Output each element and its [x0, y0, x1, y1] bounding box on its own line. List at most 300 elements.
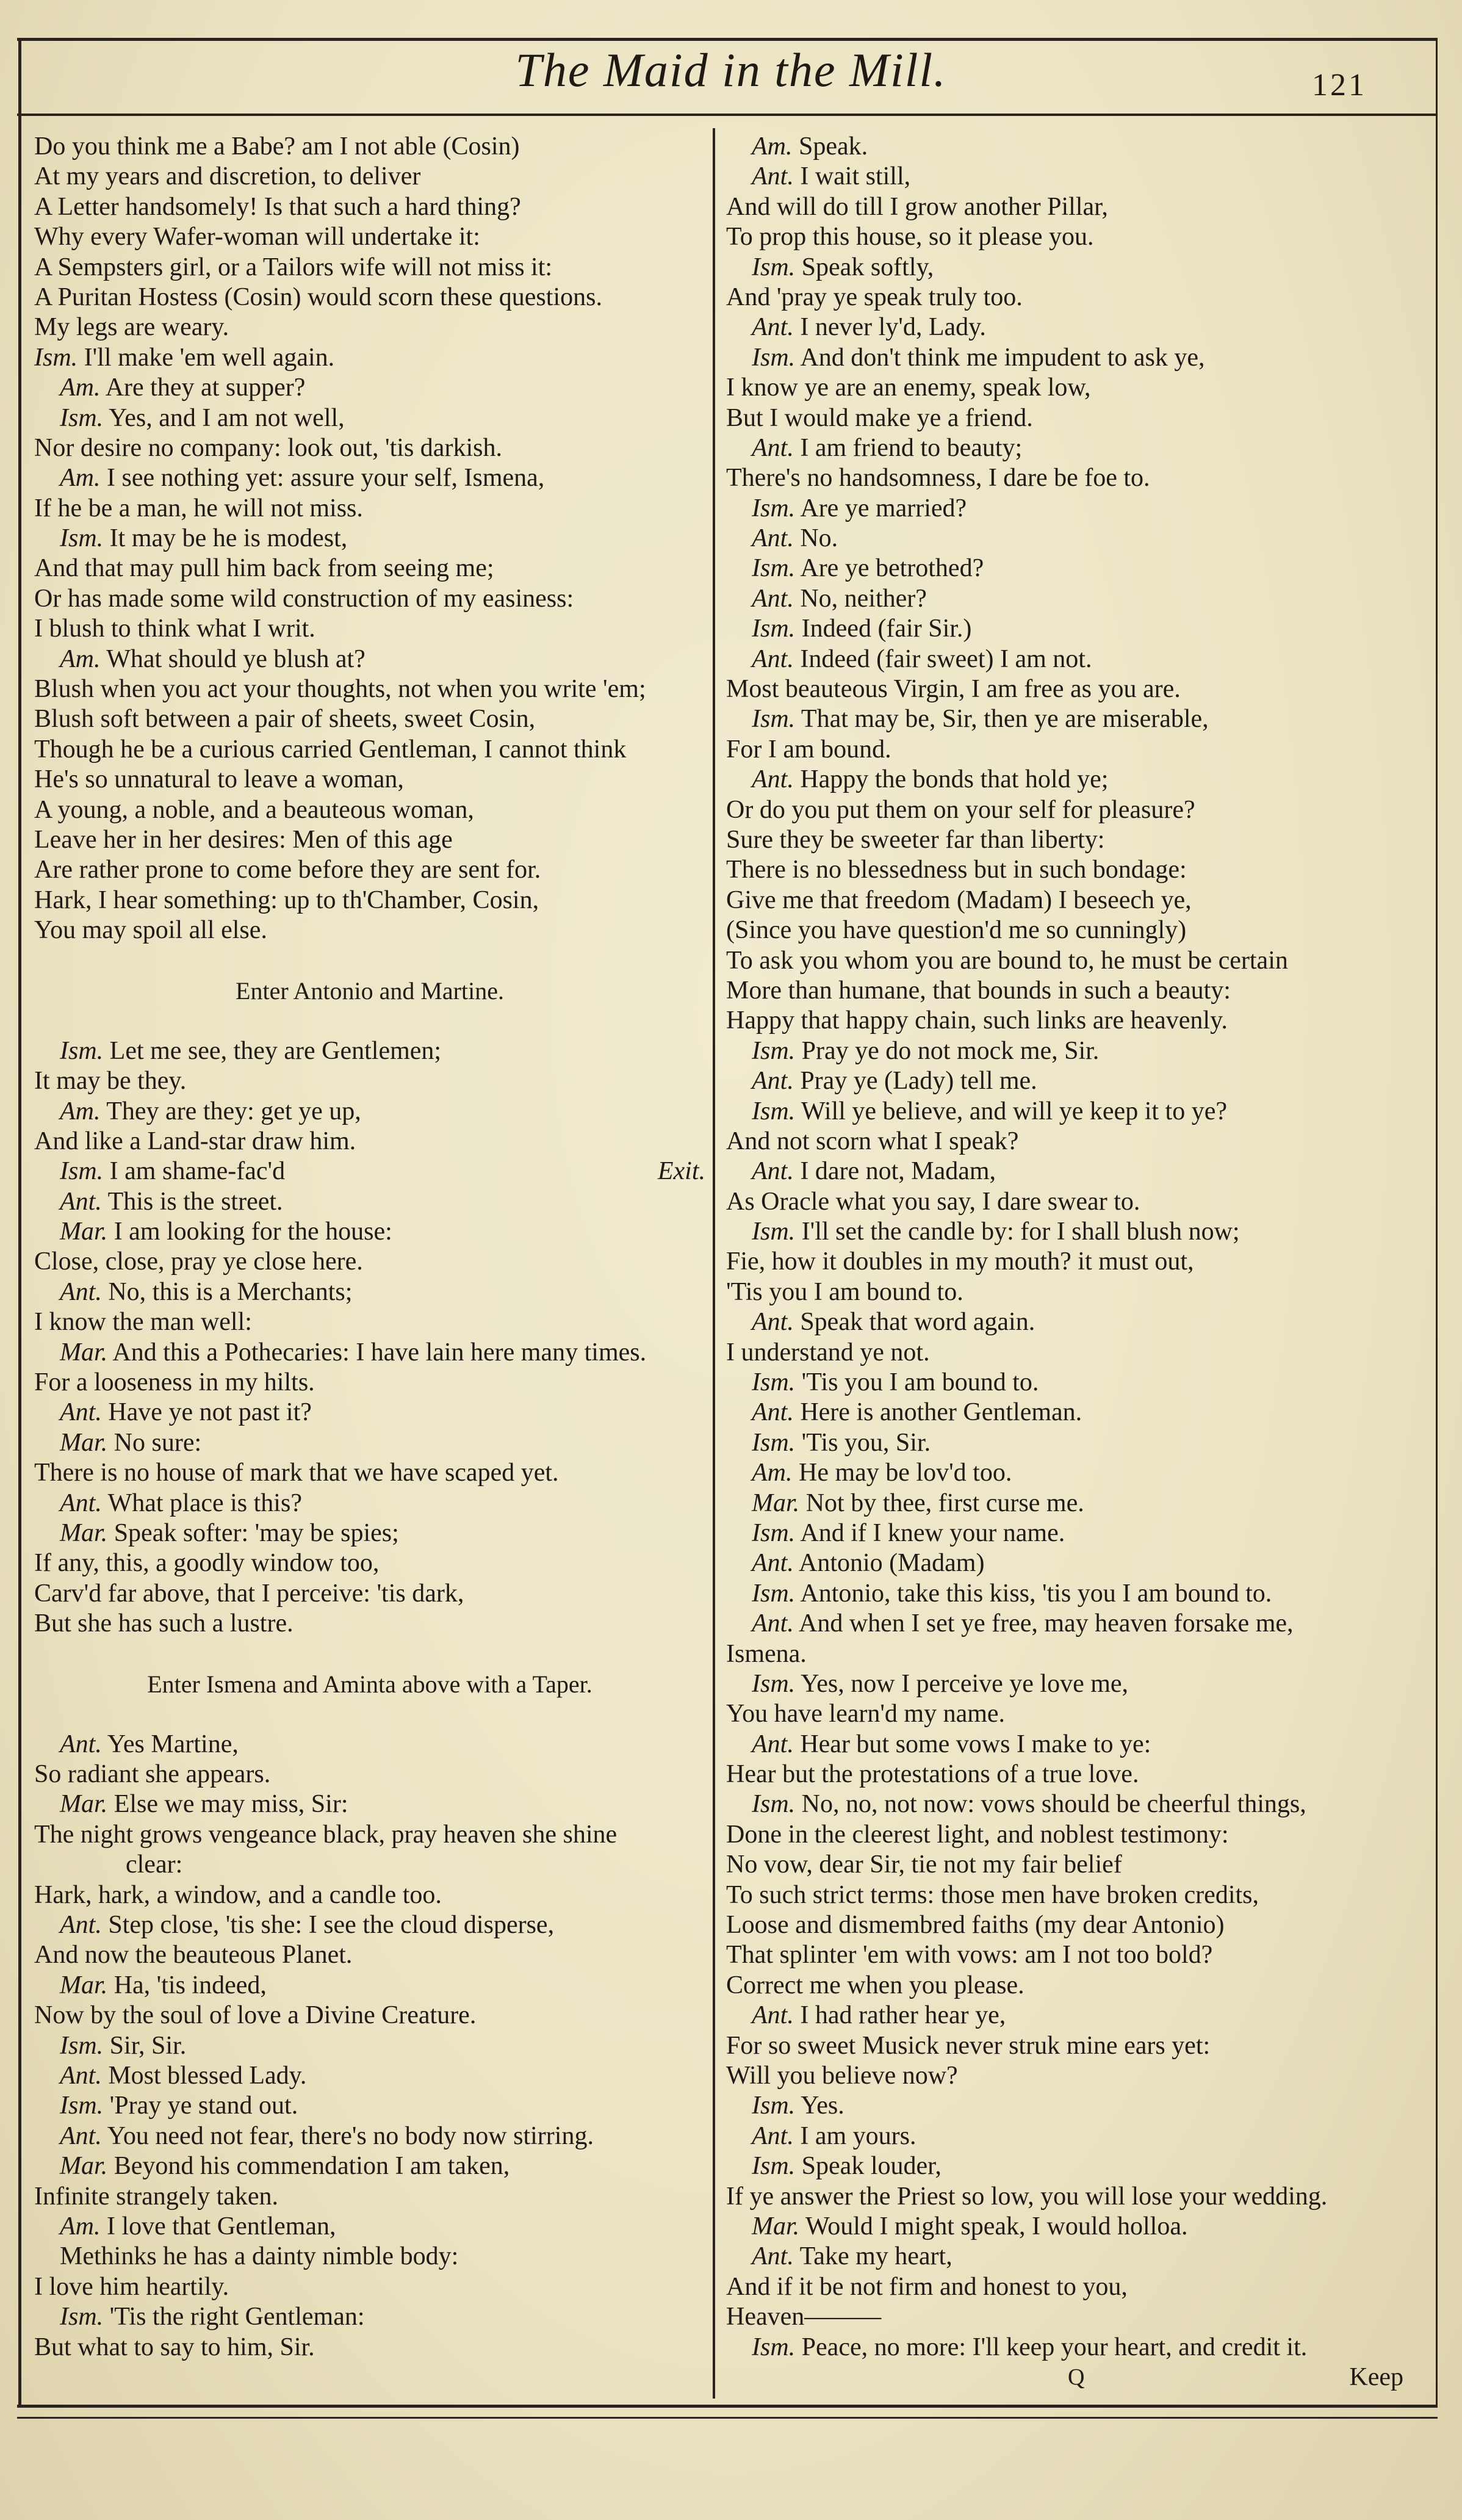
line-text: Correct me when you please.: [726, 1971, 1024, 1999]
line-text: Now by the soul of love a Divine Creature.: [34, 2001, 477, 2030]
speaker-name: Am.: [60, 464, 101, 493]
line-text: I'll make 'em well again.: [84, 343, 335, 372]
line-text: Do you think me a Babe? am I not able (Cosin): [34, 132, 520, 161]
verse-line: [34, 1277, 705, 1307]
speaker-name: Ant.: [60, 1489, 102, 1517]
line-text: Are ye betrothed?: [800, 554, 984, 583]
verse-line: [34, 312, 705, 342]
verse-line: [34, 1097, 705, 1127]
line-text: 'Tis you, Sir.: [801, 1428, 931, 1457]
line-text: If any, this, a goodly window too,: [34, 1549, 380, 1578]
line-text: That splinter 'em with vows: am I not too bold?: [726, 1941, 1213, 1969]
line-text: I had rather hear ye,: [800, 2001, 1006, 2030]
line-text: I never ly'd, Lady.: [800, 313, 986, 342]
line-text: Or has made some wild construction of my easiness:: [34, 584, 574, 613]
speaker-name: Ism.: [752, 253, 796, 281]
speaker-name: Am.: [60, 374, 101, 402]
line-text: A Letter handsomely! Is that such a hard thing?: [34, 192, 521, 221]
line-text: That may be, Sir, then ye are miserable,: [801, 705, 1209, 734]
speaker-name: Ism.: [752, 1218, 796, 1246]
line-text: Peace, no more: I'll keep your heart, and credit it.: [801, 2333, 1308, 2361]
speaker-name: Ism.: [752, 1036, 796, 1065]
verse-line: [726, 915, 1403, 945]
verse-line: [34, 373, 705, 403]
line-text: 'Tis the right Gentleman:: [109, 2303, 365, 2331]
speaker-name: Ant.: [752, 2001, 794, 2030]
verse-line: [34, 2242, 705, 2272]
line-text: My legs are weary.: [34, 313, 229, 342]
verse-line: [34, 704, 705, 734]
line-text: Are they at supper?: [105, 374, 306, 402]
line-text: Are ye married?: [800, 494, 967, 522]
speaker-name: Ant.: [752, 524, 794, 553]
top-border-rule: [17, 38, 1438, 41]
verse-line: [726, 1699, 1403, 1729]
line-text: Pray ye do not mock me, Sir.: [801, 1036, 1100, 1065]
line-text: The night grows vengeance black, pray heaven she shine: [34, 1820, 618, 1849]
verse-line: [726, 1910, 1403, 1940]
speaker-name: Ism.: [752, 1368, 796, 1397]
header-rule: [17, 114, 1438, 116]
line-text: But I would make ye a friend.: [726, 403, 1033, 432]
speaker-name: Ant.: [60, 2062, 102, 2090]
verse-line: [34, 795, 705, 825]
verse-line: [34, 886, 705, 915]
verse-line: [726, 1097, 1403, 1127]
line-text: You have learn'd my name.: [726, 1700, 1006, 1728]
verse-line: [34, 1307, 705, 1337]
verse-line: [726, 1609, 1403, 1639]
verse-line: [34, 674, 705, 704]
line-text: It may be he is modest,: [109, 524, 348, 553]
line-text: Though he be a curious carried Gentleman, I cannot think: [34, 735, 627, 764]
verse-line: [34, 343, 705, 373]
line-text: 'Tis you I am bound to.: [726, 1277, 963, 1306]
line-text: Hark, hark, a window, and a candle too.: [34, 1880, 442, 1909]
line-text: Happy the bonds that hold ye;: [800, 765, 1109, 794]
speaker-name: Mar.: [60, 1790, 108, 1819]
speaker-name: Am.: [60, 2212, 101, 2240]
verse-line: [34, 644, 705, 674]
line-text: A Puritan Hostess (Cosin) would scorn these questions.: [34, 283, 602, 311]
line-text: Methinks he has a dainty nimble body:: [60, 2242, 459, 2271]
verse-line: [34, 253, 705, 283]
speaker-name: Mar.: [752, 1489, 800, 1517]
line-text: Sir, Sir.: [109, 2031, 187, 2060]
left-column: [34, 132, 705, 2363]
line-text: So radiant she appears.: [34, 1760, 271, 1789]
verse-line: [34, 1971, 705, 2001]
speaker-name: Ism.: [752, 615, 796, 643]
verse-line: [34, 2182, 705, 2212]
verse-line: [34, 1368, 705, 1398]
verse-line: [34, 222, 705, 252]
verse-line: [726, 1489, 1403, 1518]
verse-line: [726, 1518, 1403, 1548]
verse-line: [726, 614, 1403, 644]
verse-line: [726, 2182, 1403, 2212]
line-text: 'Tis you I am bound to.: [801, 1368, 1039, 1397]
line-text: What should ye blush at?: [106, 644, 366, 673]
verse-line: [726, 2302, 1403, 2332]
line-text: Speak.: [799, 132, 868, 161]
speaker-name: Ism.: [752, 343, 796, 372]
verse-line: [34, 614, 705, 644]
line-text: Have ye not past it?: [108, 1398, 312, 1427]
verse-line: [34, 2061, 705, 2091]
speaker-name: Ism.: [752, 1669, 796, 1698]
line-text: There is no blessedness but in such bondage:: [726, 856, 1187, 884]
verse-line: [726, 795, 1403, 825]
line-text: I'll set the candle by: for I shall blush now;: [801, 1218, 1240, 1246]
verse-line: [726, 584, 1403, 614]
right-border-rule: [1436, 38, 1438, 2407]
verse-line: [726, 1579, 1403, 1609]
line-text: To such strict terms: those men have broken credits,: [726, 1880, 1259, 1909]
verse-line: [34, 1458, 705, 1488]
speaker-name: Ant.: [752, 2121, 794, 2150]
speaker-name: Ant.: [752, 313, 794, 342]
blank-line: [34, 1006, 705, 1036]
verse-line: [726, 1760, 1403, 1789]
line-text: For I am bound.: [726, 735, 891, 764]
line-text: Let me see, they are Gentlemen;: [109, 1036, 442, 1065]
verse-line: [726, 1277, 1403, 1307]
verse-line: [726, 253, 1403, 283]
line-text: Close, close, pray ye close here.: [34, 1247, 363, 1276]
line-text: Most blessed Lady.: [108, 2062, 307, 2090]
speaker-name: Ant.: [752, 765, 794, 794]
line-text: Will ye believe, and will ye keep it to ye?: [801, 1097, 1227, 1125]
verse-line: [726, 1187, 1403, 1217]
verse-line: [34, 2212, 705, 2242]
line-text: Yes Martine,: [107, 1730, 239, 1758]
line-text: I am friend to beauty;: [800, 433, 1023, 462]
line-text: Nor desire no company: look out, 'tis darkish.: [34, 433, 502, 462]
speaker-name: Ism.: [60, 524, 104, 553]
verse-line: [726, 1247, 1403, 1277]
speaker-name: Ant.: [752, 1157, 794, 1186]
speaker-name: Ism.: [34, 343, 78, 372]
speaker-name: Ant.: [752, 1308, 794, 1337]
verse-line: [726, 1066, 1403, 1096]
line-text: I am yours.: [800, 2121, 916, 2150]
line-text: And 'pray ye speak truly too.: [726, 283, 1023, 311]
line-text: Speak that word again.: [800, 1308, 1035, 1337]
line-text: Beyond his commendation I am taken,: [113, 2152, 510, 2181]
line-text: If he be a man, he will not miss.: [34, 494, 363, 522]
line-text: Speak louder,: [801, 2152, 942, 2181]
verse-line: [726, 735, 1403, 765]
line-text: And if it be not firm and honest to you,: [726, 2272, 1128, 2301]
line-text: I dare not, Madam,: [800, 1157, 996, 1186]
speaker-name: Mar.: [60, 1338, 108, 1367]
speaker-name: Ism.: [60, 1157, 104, 1186]
speaker-name: Ant.: [752, 433, 794, 462]
verse-line: [726, 1789, 1403, 1819]
verse-line: [34, 735, 705, 765]
verse-line: [726, 1880, 1403, 1910]
verse-line: [726, 704, 1403, 734]
verse-line: [726, 1217, 1403, 1247]
speaker-name: Ant.: [60, 2121, 102, 2150]
verse-line: [726, 343, 1403, 373]
verse-line: [34, 1579, 705, 1609]
verse-line: [726, 1548, 1403, 1578]
line-text: I love that Gentleman,: [107, 2212, 336, 2240]
verse-line: [34, 524, 705, 554]
line-text: I am looking for the house:: [113, 1218, 392, 1246]
verse-line: [726, 886, 1403, 915]
verse-line: [726, 1398, 1403, 1428]
verse-line: [726, 2242, 1403, 2272]
speaker-name: Ism.: [752, 1579, 796, 1608]
line-text: There is no house of mark that we have scaped yet.: [34, 1459, 559, 1487]
line-text: For so sweet Musick never struk mine ears yet:: [726, 2031, 1211, 2060]
line-text: He may be lov'd too.: [799, 1459, 1012, 1487]
verse-line: [34, 2121, 705, 2151]
line-text: Give me that freedom (Madam) I beseech ye,: [726, 886, 1192, 914]
line-text: I love him heartily.: [34, 2272, 229, 2301]
verse-line: [726, 976, 1403, 1006]
line-text: And will do till I grow another Pillar,: [726, 192, 1108, 221]
verse-line: [34, 494, 705, 524]
verse-line: [726, 765, 1403, 795]
verse-line: [34, 1157, 705, 1186]
speaker-name: Ism.: [60, 2303, 104, 2331]
line-text: I know the man well:: [34, 1308, 252, 1337]
speaker-name: Ism.: [752, 1518, 796, 1547]
speaker-name: Ism.: [752, 554, 796, 583]
line-text: No.: [800, 524, 838, 553]
verse-line: [34, 1187, 705, 1217]
verse-line: [34, 433, 705, 463]
blank-line: [34, 1639, 705, 1669]
line-text: Ha, 'tis indeed,: [113, 1971, 267, 1999]
speaker-name: Ism.: [752, 494, 796, 522]
line-text: No, neither?: [800, 584, 927, 613]
line-text: They are they: get ye up,: [106, 1097, 361, 1125]
verse-line: [34, 1398, 705, 1428]
blank-line: [34, 946, 705, 976]
verse-line: [34, 2091, 705, 2121]
verse-line: [726, 1850, 1403, 1880]
verse-line: [726, 2212, 1403, 2242]
speaker-name: Ant.: [60, 1187, 102, 1216]
line-text: Antonio (Madam): [799, 1549, 985, 1578]
speaker-name: Ant.: [752, 644, 794, 673]
verse-line: [34, 403, 705, 433]
verse-line: [34, 192, 705, 222]
line-text: Pray ye (Lady) tell me.: [800, 1067, 1037, 1096]
verse-line: [726, 2061, 1403, 2091]
line-text: Else we may miss, Sir:: [113, 1790, 348, 1819]
line-text: Infinite strangely taken.: [34, 2182, 279, 2211]
verse-line: [726, 283, 1403, 312]
verse-line: [726, 463, 1403, 493]
line-text: Happy that happy chain, such links are heavenly.: [726, 1006, 1228, 1035]
line-text: No sure:: [113, 1428, 202, 1457]
page-number: 121: [1312, 68, 1367, 103]
verse-line: [726, 132, 1403, 162]
speaker-name: Ism.: [752, 1790, 796, 1819]
line-text: I am shame-fac'd: [109, 1157, 286, 1186]
verse-line: [34, 825, 705, 855]
line-text: Hark, I hear something: up to th'Chamber, Cosin,: [34, 886, 539, 914]
line-text: Loose and dismembred faiths (my dear Antonio): [726, 1911, 1225, 1940]
left-border-rule: [18, 38, 21, 2407]
line-text: Blush when you act your thoughts, not when you write 'em;: [34, 675, 646, 704]
verse-line: [34, 1428, 705, 1458]
line-text: And that may pull him back from seeing me;: [34, 554, 494, 583]
verse-line: [726, 192, 1403, 222]
verse-line: [726, 2001, 1403, 2031]
speaker-name: Ism.: [752, 1097, 796, 1125]
speaker-name: Ism.: [60, 403, 104, 432]
verse-line: [34, 2151, 705, 2181]
speaker-name: Ant.: [752, 1549, 794, 1578]
line-text: Speak softer: 'may be spies;: [113, 1518, 399, 1547]
line-text: Done in the cleerest light, and noblest testimony:: [726, 1820, 1229, 1849]
line-text: Hear but the protestations of a true love.: [726, 1760, 1139, 1789]
speaker-name: Ant.: [752, 1730, 794, 1758]
verse-line: [34, 584, 705, 614]
line-text: This is the street.: [107, 1187, 283, 1216]
verse-line: [34, 1940, 705, 1970]
verse-line: [726, 2121, 1403, 2151]
speaker-name: Mar.: [752, 2212, 800, 2240]
verse-line: [726, 312, 1403, 342]
right-column: [726, 132, 1403, 2392]
line-text: Hear but some vows I make to ye:: [800, 1730, 1151, 1758]
verse-line: [726, 1006, 1403, 1036]
speaker-name: Am.: [60, 1097, 101, 1125]
verse-line: [34, 1518, 705, 1548]
line-text: You may spoil all else.: [34, 916, 267, 945]
verse-line: [726, 1428, 1403, 1458]
verse-line: [34, 1066, 705, 1096]
verse-line: [726, 1820, 1403, 1850]
line-text: Carv'd far above, that I perceive: 'tis dark,: [34, 1579, 464, 1608]
line-text: At my years and discretion, to deliver: [34, 162, 421, 191]
verse-line: [34, 2302, 705, 2332]
line-text: Why every Wafer-woman will undertake it:: [34, 223, 480, 251]
verse-line: [726, 946, 1403, 976]
verse-line: [34, 1609, 705, 1639]
line-text: More than humane, that bounds in such a beauty:: [726, 976, 1231, 1005]
verse-line: [34, 554, 705, 583]
verse-line: [726, 1730, 1403, 1760]
verse-line: [726, 2091, 1403, 2121]
line-text: And this a Pothecaries: I have lain here many times.: [112, 1338, 647, 1367]
line-text: Blush soft between a pair of sheets, sweet Cosin,: [34, 705, 536, 734]
line-text: I blush to think what I writ.: [34, 615, 315, 643]
line-text: Antonio, take this kiss, 'tis you I am bound to.: [800, 1579, 1272, 1608]
verse-line: [726, 403, 1403, 433]
verse-line: [726, 644, 1403, 674]
verse-line: [34, 1789, 705, 1819]
line-text: Sure they be sweeter far than liberty:: [726, 825, 1105, 854]
speaker-name: Mar.: [60, 1971, 108, 1999]
running-title: The Maid in the Mill.: [515, 43, 947, 96]
line-text: Will you believe now?: [726, 2062, 958, 2090]
verse-line: [34, 2031, 705, 2061]
line-text: To ask you whom you are bound to, he must be certain: [726, 946, 1288, 975]
verse-line: [34, 283, 705, 312]
verse-line: [726, 1307, 1403, 1337]
verse-line: [726, 222, 1403, 252]
verse-line: [726, 2031, 1403, 2061]
line-text: What place is this?: [107, 1489, 302, 1517]
line-text: And now the beauteous Planet.: [34, 1941, 353, 1969]
verse-line: [726, 1971, 1403, 2001]
speaker-name: Ant.: [752, 1067, 794, 1096]
speaker-name: Am.: [752, 1459, 793, 1487]
line-text: But what to say to him, Sir.: [34, 2333, 315, 2361]
verse-line: [726, 1639, 1403, 1669]
line-text: I understand ye not.: [726, 1338, 930, 1367]
verse-line: [34, 1548, 705, 1578]
speaker-name: Ant.: [60, 1398, 102, 1427]
line-text: I see nothing yet: assure your self, Ismena,: [107, 464, 545, 493]
verse-line: [726, 2333, 1403, 2363]
line-text: No, this is a Merchants;: [108, 1277, 353, 1306]
verse-line: [726, 524, 1403, 554]
speaker-name: Ism.: [60, 2031, 104, 2060]
verse-line: [726, 1940, 1403, 1970]
speaker-name: Am.: [752, 132, 793, 161]
line-text: And when I set ye free, may heaven forsake me,: [799, 1609, 1294, 1638]
line-text: To prop this house, so it please you.: [726, 223, 1094, 251]
line-text: As Oracle what you say, I dare swear to.: [726, 1187, 1140, 1216]
signature-mark: Q: [1068, 2364, 1085, 2390]
line-text: Heaven———: [726, 2303, 882, 2331]
verse-line: [726, 1458, 1403, 1488]
speaker-name: Ant.: [752, 162, 794, 191]
line-text: And like a Land-star draw him.: [34, 1127, 356, 1155]
speaker-name: Ism.: [752, 2092, 796, 2120]
line-text: And not scorn what I speak?: [726, 1127, 1019, 1155]
line-text: Not by thee, first curse me.: [805, 1489, 1084, 1517]
stage-direction: Enter Antonio and Martine.: [236, 977, 504, 1005]
speaker-name: Ant.: [752, 584, 794, 613]
blank-line: [34, 1699, 705, 1729]
verse-line: [726, 674, 1403, 704]
verse-line: [34, 2001, 705, 2031]
verse-line: [34, 855, 705, 885]
bottom-border-rule-inner: [17, 2417, 1438, 2419]
line-text: Step close, 'tis she: I see the cloud disperse,: [108, 1911, 555, 1940]
verse-line: [34, 1850, 705, 1880]
verse-line: [34, 1760, 705, 1789]
line-text: Indeed (fair sweet) I am not.: [800, 644, 1092, 673]
speaker-name: Ism.: [60, 1036, 104, 1065]
verse-line: [34, 1880, 705, 1910]
verse-line: [34, 1489, 705, 1518]
line-text: A Sempsters girl, or a Tailors wife will not miss it:: [34, 253, 553, 281]
speaker-name: Mar.: [60, 2152, 108, 2181]
verse-line: [726, 2151, 1403, 2181]
verse-line: [34, 1730, 705, 1760]
verse-line: [34, 2272, 705, 2302]
line-text: Indeed (fair Sir.): [801, 615, 972, 643]
line-text: I wait still,: [800, 162, 911, 191]
line-text: clear:: [126, 1850, 183, 1879]
speaker-name: Mar.: [60, 1518, 108, 1547]
verse-line: [726, 1669, 1403, 1699]
bottom-border-rule: [17, 2405, 1438, 2408]
verse-line: [726, 855, 1403, 885]
